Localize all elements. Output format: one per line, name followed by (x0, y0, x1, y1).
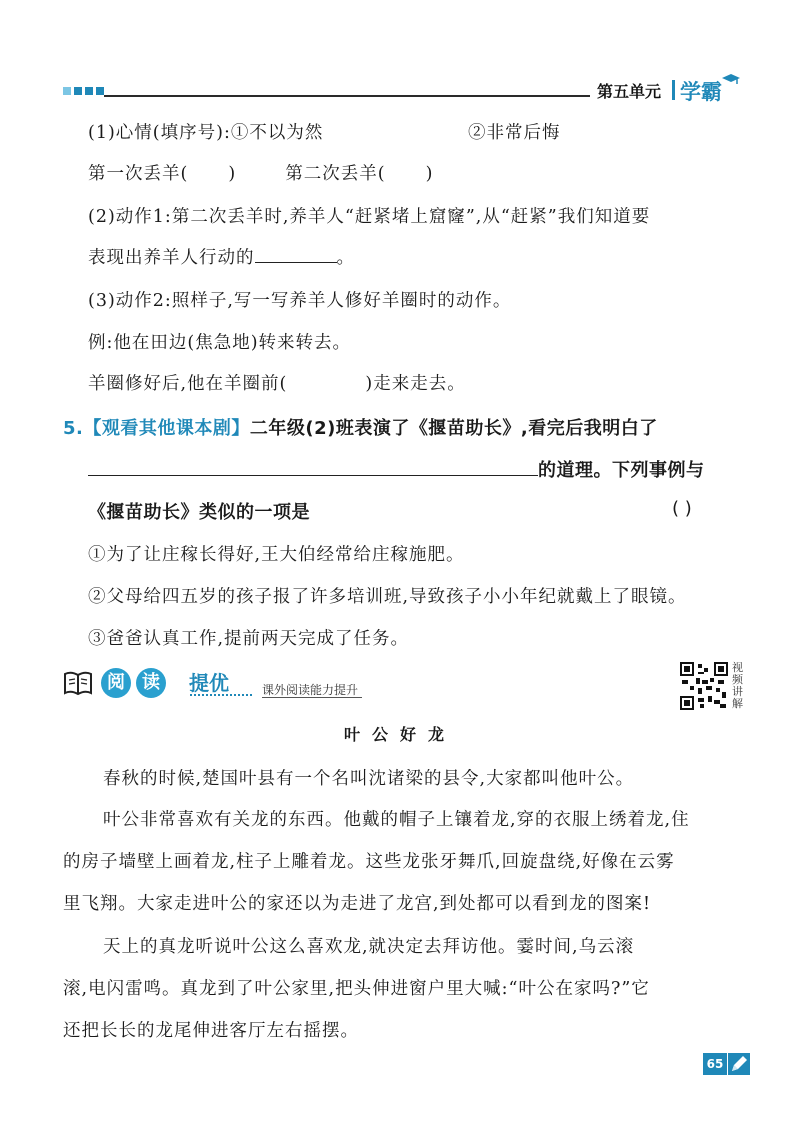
pencil-icon (728, 1053, 750, 1075)
story-line-1: 春秋的时候,楚国叶县有一个名叫沈诸梁的县令,大家都叫他叶公。 (103, 769, 635, 789)
q5-option-3: ③爸爸认真工作,提前两天完成了任务。 (88, 629, 410, 649)
q5-line1: 5.【观看其他课本剧】二年级(2)班表演了《揠苗助长》,看完后我明白了 (63, 418, 658, 439)
q4-part2: (2)动作1:第二次丢羊时,养羊人“赶紧堵上窟窿”,从“赶紧”我们知道要 (88, 207, 651, 227)
reading-title-tail: 提优 (189, 671, 229, 695)
q4-part1: (1)心情(填序号):①不以为然 ②非常后悔 (88, 123, 561, 143)
header-rule (104, 95, 590, 97)
reading-subtitle: 课外阅读能力提升 (262, 683, 359, 697)
q5-option-2: ②父母给四五岁的孩子报了许多培训班,导致孩子小小年纪就戴上了眼镜。 (88, 587, 687, 607)
brand-logo: 学霸 (680, 80, 722, 104)
reading-char-2: 读 (136, 668, 166, 698)
unit-label: 第五单元 (597, 82, 662, 101)
q4-loss-row: 第一次丢羊( ) 第二次丢羊( ) (88, 164, 434, 184)
q5-line2: 的道理。下列事例与 (88, 456, 705, 482)
story-line-6: 滚,电闪雷鸣。真龙到了叶公家里,把头伸进窗户里大喊:“叶公在家吗?”它 (63, 979, 650, 999)
story-line-7: 还把长长的龙尾伸进客厅左右摇摆。 (63, 1021, 359, 1041)
graduation-cap-icon (722, 74, 740, 84)
answer-blank[interactable] (255, 246, 337, 263)
answer-parentheses[interactable]: ( ) (672, 498, 692, 519)
title-underline (190, 694, 252, 696)
q4-part2-cont: 表现出养羊人行动的 。 (88, 248, 355, 268)
story-title: 叶公好龙 (343, 725, 456, 744)
story-line-2: 叶公非常喜欢有关龙的东西。他戴的帽子上镶着龙,穿的衣服上绣着龙,住 (103, 810, 690, 830)
page-number: 65 (703, 1053, 727, 1075)
story-line-3: 的房子墙壁上画着龙,柱子上雕着龙。这些龙张牙舞爪,回旋盘绕,好像在云雾 (63, 852, 675, 872)
subtitle-underline (262, 697, 362, 698)
reading-char-1: 阅 (101, 668, 131, 698)
q4-part3: (3)动作2:照样子,写一写养羊人修好羊圈时的动作。 (88, 291, 512, 311)
story-line-4: 里飞翔。大家走进叶公的家还以为走进了龙宫,到处都可以看到龙的图案! (63, 894, 652, 914)
header-decoration-squares (63, 87, 104, 95)
q5-option-1: ①为了让庄稼长得好,王大伯经常给庄稼施肥。 (88, 545, 465, 565)
video-explanation-label: 视频讲解 (732, 661, 743, 710)
q5-line3: 《揠苗助长》类似的一项是 (88, 502, 310, 523)
story-line-5: 天上的真龙听说叶公这么喜欢龙,就决定去拜访他。霎时间,乌云滚 (103, 937, 635, 957)
q4-example: 例:他在田边(焦急地)转来转去。 (88, 333, 352, 353)
q4-fill-row: 羊圈修好后,他在羊圈前( )走来走去。 (88, 374, 466, 394)
header-divider (672, 80, 675, 100)
open-book-icon (63, 670, 93, 696)
answer-blank-long[interactable] (88, 457, 538, 476)
qr-code-icon[interactable] (680, 662, 728, 710)
